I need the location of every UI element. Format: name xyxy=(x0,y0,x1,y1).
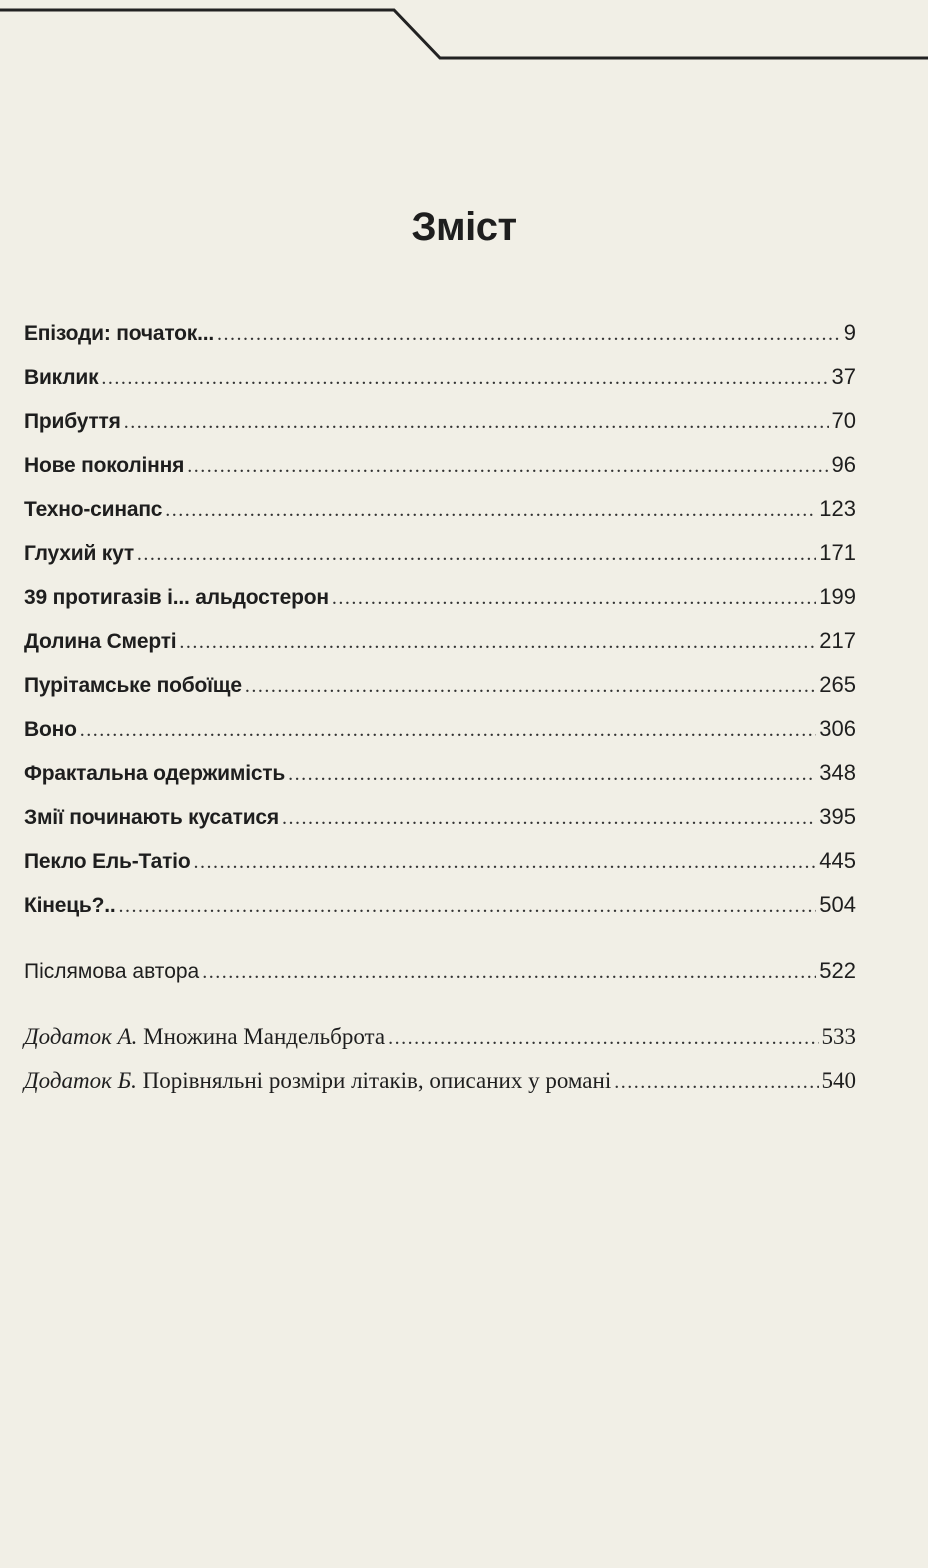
page-title: Зміст xyxy=(411,205,517,249)
toc-entry xyxy=(24,716,856,752)
toc-entry-title: Глухий кут xyxy=(24,542,134,565)
toc-entry-title: Пекло Ель-Татіо xyxy=(24,850,191,873)
toc-entry-page: 395 xyxy=(819,804,856,829)
toc-entry-appendix xyxy=(24,1068,856,1104)
toc-entry-page: 348 xyxy=(819,760,856,785)
dot-leader xyxy=(217,323,841,346)
toc-entry xyxy=(24,408,856,444)
toc-entry-page: 96 xyxy=(831,452,856,477)
toc-entry xyxy=(24,672,856,708)
toc-entry-title: Виклик xyxy=(24,366,99,389)
header-rule xyxy=(0,0,928,70)
toc-entry-appendix xyxy=(24,1024,856,1060)
dot-leader xyxy=(388,1027,818,1050)
toc-entry-page: 306 xyxy=(819,716,856,741)
dot-leader xyxy=(245,675,816,698)
toc-entry-title: Воно xyxy=(24,718,77,741)
toc-entry xyxy=(24,452,856,488)
dot-leader xyxy=(179,631,816,654)
dot-leader xyxy=(193,851,816,874)
toc-entry xyxy=(24,848,856,884)
toc-entry-page: 199 xyxy=(819,584,856,609)
toc-entry-title: 39 протигазів і... альдостерон xyxy=(24,586,329,609)
toc-entry-page: 265 xyxy=(819,672,856,697)
toc-entry-page: 9 xyxy=(843,320,856,345)
dot-leader xyxy=(332,587,816,610)
dot-leader xyxy=(187,455,828,478)
dot-leader xyxy=(202,961,816,984)
toc-entry-title: Техно-синапс xyxy=(24,498,163,521)
dot-leader xyxy=(124,411,829,434)
toc-entry xyxy=(24,320,856,356)
dot-leader xyxy=(101,367,828,390)
toc-entry-title: Змії починають кусатися xyxy=(24,806,279,829)
toc-entry-title: Епізоди: початок... xyxy=(24,322,214,345)
toc-entry-title: Пурітамське побоїще xyxy=(24,674,242,697)
toc-entry-title: Долина Смерті xyxy=(24,630,177,653)
appendix-prefix: Додаток Б. xyxy=(24,1068,137,1093)
toc-entry xyxy=(24,496,856,532)
toc-entry xyxy=(24,804,856,840)
toc-entry-title: Порівняльні розміри літаків, описаних у романі xyxy=(142,1068,612,1093)
toc-entry-page: 540 xyxy=(821,1068,856,1093)
toc-entry xyxy=(24,540,856,576)
toc-entry xyxy=(24,892,856,928)
toc-entry xyxy=(24,364,856,400)
toc-entry xyxy=(24,628,856,664)
dot-leader xyxy=(165,499,816,522)
dot-leader xyxy=(80,719,817,742)
toc-entry-page: 504 xyxy=(819,892,856,917)
toc-entry-title: Прибуття xyxy=(24,410,121,433)
toc-entry xyxy=(24,760,856,796)
toc-entry-page: 70 xyxy=(831,408,856,433)
toc-entry-page: 171 xyxy=(819,540,856,565)
toc-entry-afterword xyxy=(24,958,856,994)
toc-entry-page: 37 xyxy=(831,364,856,389)
toc-entry-page: 123 xyxy=(819,496,856,521)
toc-entry-page: 522 xyxy=(819,958,856,983)
toc-entry-title: Нове покоління xyxy=(24,454,185,477)
toc-entry-page: 217 xyxy=(819,628,856,653)
appendix-prefix: Додаток А. xyxy=(24,1024,138,1049)
dot-leader xyxy=(119,895,817,918)
toc-entry-page: 445 xyxy=(819,848,856,873)
toc-entry-title: Множина Мандельброта xyxy=(143,1024,386,1049)
dot-leader xyxy=(288,763,816,786)
toc-entry xyxy=(24,584,856,620)
dot-leader xyxy=(137,543,816,566)
toc-entry-title: Фрактальна одержимість xyxy=(24,762,286,785)
toc-entry-title: Післямова автора xyxy=(24,960,200,983)
dot-leader xyxy=(614,1071,818,1094)
dot-leader xyxy=(282,807,816,830)
toc-entry-title: Кінець?.. xyxy=(24,894,116,917)
toc-entry-page: 533 xyxy=(821,1024,856,1049)
